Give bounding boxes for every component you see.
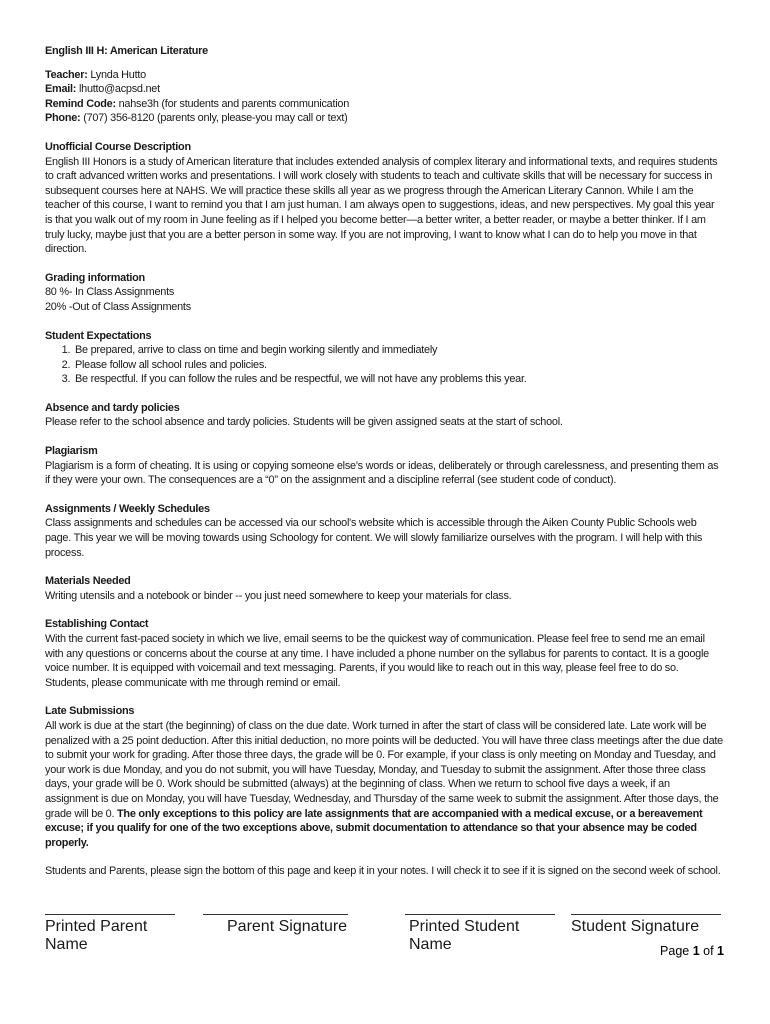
printed-parent-name-block <box>45 903 175 954</box>
remind-code-label: Remind Code: <box>45 97 116 110</box>
expectation-item: 2. Please follow all school rules and policies. <box>73 358 724 373</box>
teacher-field <box>45 68 724 83</box>
page-number <box>660 944 724 958</box>
grading-line-in-class: 80 %- In Class Assignments <box>45 286 175 299</box>
establishing-contact-body: With the current fast-paced society in which we live, email seems to be the quickest way of communication. Please feel free to send me an email with any questions or concerns about the course at any time. I have included a phone number on the syllabus for parents to contact. It is a google voice number. It is equipped with voicemail and text messaging. Parents, if you would like to reach out in this way, please feel free to do so. Students, please communicate with me through remind or email. <box>45 633 709 689</box>
remind-code-field <box>45 97 724 112</box>
email-label: Email: <box>45 83 77 96</box>
late-exceptions-text: The only exceptions to this policy are late assignments that are accompanied with a medical excuse, or a bereavement excuse; if you qualify for one of the two exceptions above, submit documentation to attendance so that your absence may be coded properly. <box>45 807 703 849</box>
expectations-list <box>45 343 724 387</box>
grading-heading: Grading information <box>45 271 145 284</box>
establishing-contact-heading: Establishing Contact <box>45 618 149 631</box>
parent-signature-block <box>203 903 348 954</box>
page-of: of <box>699 944 718 958</box>
late-policy-text: All work is due at the start (the beginning) of class on the due date. Work turned in after the start of class will be considered late. Late work will be penalized with a 25 point deduction. After this initial deduction, no more points will be deducted. You will have three class meetings after the due date to submit your work for grading. After those three days, the grade will be 0. For example, if your class is only meeting on Monday and Tuesday, and your work is due Monday, and you do not submit, you will have Tuesday, Monday, and Tuesday to submit the assignment. After those three class days, your grade will be 0. Work should be submitted (always) at the beginning of class. When we return to school five days a week, if an assignment is due on Monday, you will have Tuesday, Wednesday, and Thursday of the same week to submit the assignment. After those days, the grade will be 0. <box>45 719 723 820</box>
student-signature-label: Student Signature <box>571 918 700 935</box>
plagiarism-body: Plagiarism is a form of cheating. It is using or copying someone else's words or ideas, deliberately or through carelessness, and presenting them as if they were your own. The consequences are a “0” on the assignment and a discipline referral (see student code of conduct). <box>45 459 719 487</box>
grading-line-out-of-class: 20% -Out of Class Assignments <box>45 300 191 313</box>
remind-code-value: nahse3h (for students and parents communication <box>118 97 350 110</box>
printed-student-name-block <box>405 903 555 954</box>
student-signature-line[interactable] <box>571 903 721 915</box>
phone-value: (707) 356-8120 (parents only, please-you may call or text) <box>83 112 348 125</box>
parent-signature-line[interactable] <box>203 903 348 915</box>
printed-parent-name-label: Printed Parent Name <box>45 918 148 953</box>
printed-student-name-line[interactable] <box>405 903 555 915</box>
page-prefix: Page <box>660 944 693 958</box>
page-current: 1 <box>692 944 700 958</box>
course-description-body: English III Honors is a study of American literature that includes extended analysis of complex literary and informational texts, and requires students to craft advanced written works and presentations. I will work closely with students to teach and cultivate skills that will be necessary for success in subsequent courses here at NAHS. We will practice these skills all year as we progress through the American Literary Cannon. While I am the teacher of this course, I want to remind you that I am just human. I am always open to suggestions, ideas, and new perspectives. My goal this year is that you walk out of my room in June feeling as if I helped you become better—a better writer, a better reader, or maybe a better thinker. If I am truly lucky, maybe just that you are a better person in some way. If you are not improving, I want to know what I can do to help you move in that direction. <box>45 155 718 256</box>
contact-block <box>45 68 724 126</box>
absence-heading: Absence and tardy policies <box>45 401 180 414</box>
teacher-value: Lynda Hutto <box>90 68 146 81</box>
materials-heading: Materials Needed <box>45 575 131 588</box>
materials-body: Writing utensils and a notebook or binder -- you just need somewhere to keep your materials for class. <box>45 589 512 602</box>
parent-signature-label: Parent Signature <box>227 918 348 935</box>
email-field <box>45 82 724 97</box>
email-value: lhutto@acpsd.net <box>78 83 160 96</box>
teacher-label: Teacher: <box>45 68 88 81</box>
signature-row <box>45 903 724 954</box>
absence-section <box>45 401 724 430</box>
phone-field <box>45 111 724 126</box>
plagiarism-section <box>45 444 724 488</box>
late-submissions-section <box>45 704 724 850</box>
assignments-section <box>45 502 724 560</box>
assignments-heading: Assignments / Weekly Schedules <box>45 502 210 515</box>
absence-body: Please refer to the school absence and tardy policies. Students will be given assigned seats at the start of school. <box>45 416 563 429</box>
course-description-section <box>45 140 724 257</box>
establishing-contact-section <box>45 617 724 690</box>
expectations-heading: Student Expectations <box>45 329 152 342</box>
course-description-heading: Unofficial Course Description <box>45 140 191 153</box>
closing-note: Students and Parents, please sign the bottom of this page and keep it in your notes. I will check it to see if it is signed on the second week of school. <box>45 865 721 878</box>
late-submissions-heading: Late Submissions <box>45 705 135 718</box>
printed-parent-name-line[interactable] <box>45 903 175 915</box>
expectation-item: 1. Be prepared, arrive to class on time and begin working silently and immediately <box>73 343 724 358</box>
printed-student-name-label: Printed Student Name <box>409 918 520 953</box>
page-total: 1 <box>717 944 724 958</box>
late-submissions-body <box>45 719 724 850</box>
grading-section <box>45 271 724 315</box>
materials-section <box>45 574 724 603</box>
course-title: English III H: American Literature <box>45 45 208 57</box>
assignments-body: Class assignments and schedules can be accessed via our school's website which is accessible through the Aiken County Public Schools web page. This year we will be moving towards using Schoology for content. We will slowly familiarize ourselves with the program. I will help with this process. <box>45 517 703 559</box>
expectation-item: 3. Be respectful. If you can follow the rules and be respectful, we will not have any problems this year. <box>73 372 724 387</box>
phone-label: Phone: <box>45 112 81 125</box>
expectations-section <box>45 329 724 387</box>
plagiarism-heading: Plagiarism <box>45 445 98 458</box>
